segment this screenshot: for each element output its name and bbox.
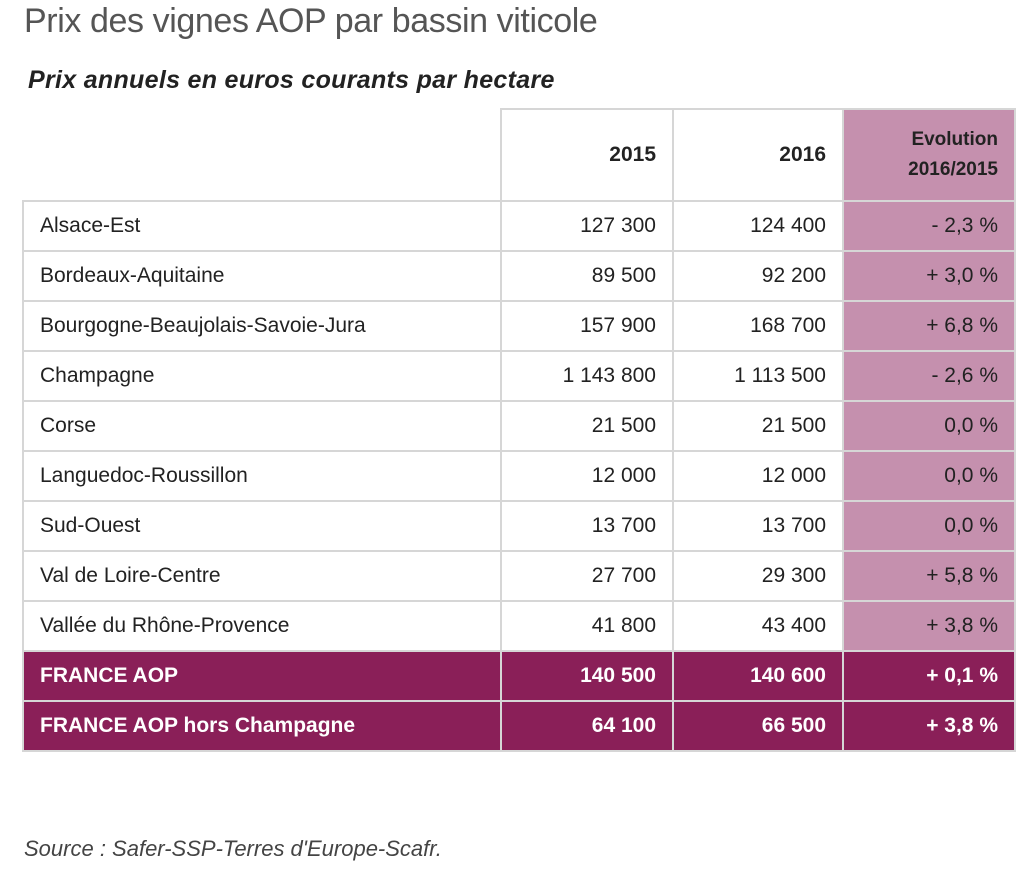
- table-row: [23, 501, 1015, 551]
- total-row-france-aop: [23, 651, 1015, 701]
- row-value-2016: 1 113 500: [673, 351, 843, 401]
- row-value-2015: 21 500: [501, 401, 673, 451]
- table-row: [23, 401, 1015, 451]
- total-row-france-aop-hors-champagne: [23, 701, 1015, 751]
- table-row: [23, 551, 1015, 601]
- row-value-2015: 1 143 800: [501, 351, 673, 401]
- row-value-2015: 12 000: [501, 451, 673, 501]
- row-evolution: + 3,0 %: [843, 251, 1015, 301]
- row-value-2016: 168 700: [673, 301, 843, 351]
- table-row: [23, 351, 1015, 401]
- table-row: [23, 301, 1015, 351]
- row-name: Alsace-Est: [23, 201, 501, 251]
- total-row-value-2016: 140 600: [673, 651, 843, 701]
- row-value-2016: 43 400: [673, 601, 843, 651]
- table-row: [23, 251, 1015, 301]
- row-evolution: + 5,8 %: [843, 551, 1015, 601]
- row-name: Bordeaux-Aquitaine: [23, 251, 501, 301]
- row-value-2016: 13 700: [673, 501, 843, 551]
- total-row-name: FRANCE AOP hors Champagne: [23, 701, 501, 751]
- row-value-2015: 27 700: [501, 551, 673, 601]
- row-name: Corse: [23, 401, 501, 451]
- row-evolution: - 2,3 %: [843, 201, 1015, 251]
- row-name: Bourgogne-Beaujolais-Savoie-Jura: [23, 301, 501, 351]
- row-value-2015: 13 700: [501, 501, 673, 551]
- row-value-2015: 41 800: [501, 601, 673, 651]
- table-header-row: [23, 109, 1015, 201]
- header-evolution-line1: Evolution: [911, 129, 998, 150]
- total-row-evolution: + 3,8 %: [843, 701, 1015, 751]
- page-title: Prix des vignes AOP par bassin viticole: [24, 2, 598, 40]
- header-blank-cell: [23, 109, 501, 201]
- row-value-2016: 92 200: [673, 251, 843, 301]
- header-2016: 2016: [673, 109, 843, 201]
- row-value-2016: 21 500: [673, 401, 843, 451]
- row-value-2015: 127 300: [501, 201, 673, 251]
- header-2015: 2015: [501, 109, 673, 201]
- header-evolution-line2: 2016/2015: [908, 159, 998, 180]
- row-evolution: - 2,6 %: [843, 351, 1015, 401]
- table-row: [23, 601, 1015, 651]
- row-name: Vallée du Rhône-Provence: [23, 601, 501, 651]
- header-evolution: [843, 109, 1015, 201]
- page-subtitle: Prix annuels en euros courants par hectare: [28, 66, 555, 94]
- row-evolution: + 3,8 %: [843, 601, 1015, 651]
- row-evolution: 0,0 %: [843, 401, 1015, 451]
- row-evolution: + 6,8 %: [843, 301, 1015, 351]
- row-value-2015: 157 900: [501, 301, 673, 351]
- total-row-name: FRANCE AOP: [23, 651, 501, 701]
- table-row: [23, 201, 1015, 251]
- row-value-2015: 89 500: [501, 251, 673, 301]
- source-note: Source : Safer-SSP-Terres d'Europe-Scafr.: [24, 836, 442, 861]
- row-evolution: 0,0 %: [843, 501, 1015, 551]
- price-table-container: [22, 108, 1014, 752]
- price-table: [22, 108, 1016, 752]
- table-row: [23, 451, 1015, 501]
- total-row-value-2016: 66 500: [673, 701, 843, 751]
- row-name: Languedoc-Roussillon: [23, 451, 501, 501]
- row-name: Sud-Ouest: [23, 501, 501, 551]
- row-value-2016: 29 300: [673, 551, 843, 601]
- total-row-value-2015: 140 500: [501, 651, 673, 701]
- row-value-2016: 124 400: [673, 201, 843, 251]
- row-evolution: 0,0 %: [843, 451, 1015, 501]
- row-name: Champagne: [23, 351, 501, 401]
- row-value-2016: 12 000: [673, 451, 843, 501]
- row-name: Val de Loire-Centre: [23, 551, 501, 601]
- total-row-value-2015: 64 100: [501, 701, 673, 751]
- total-row-evolution: + 0,1 %: [843, 651, 1015, 701]
